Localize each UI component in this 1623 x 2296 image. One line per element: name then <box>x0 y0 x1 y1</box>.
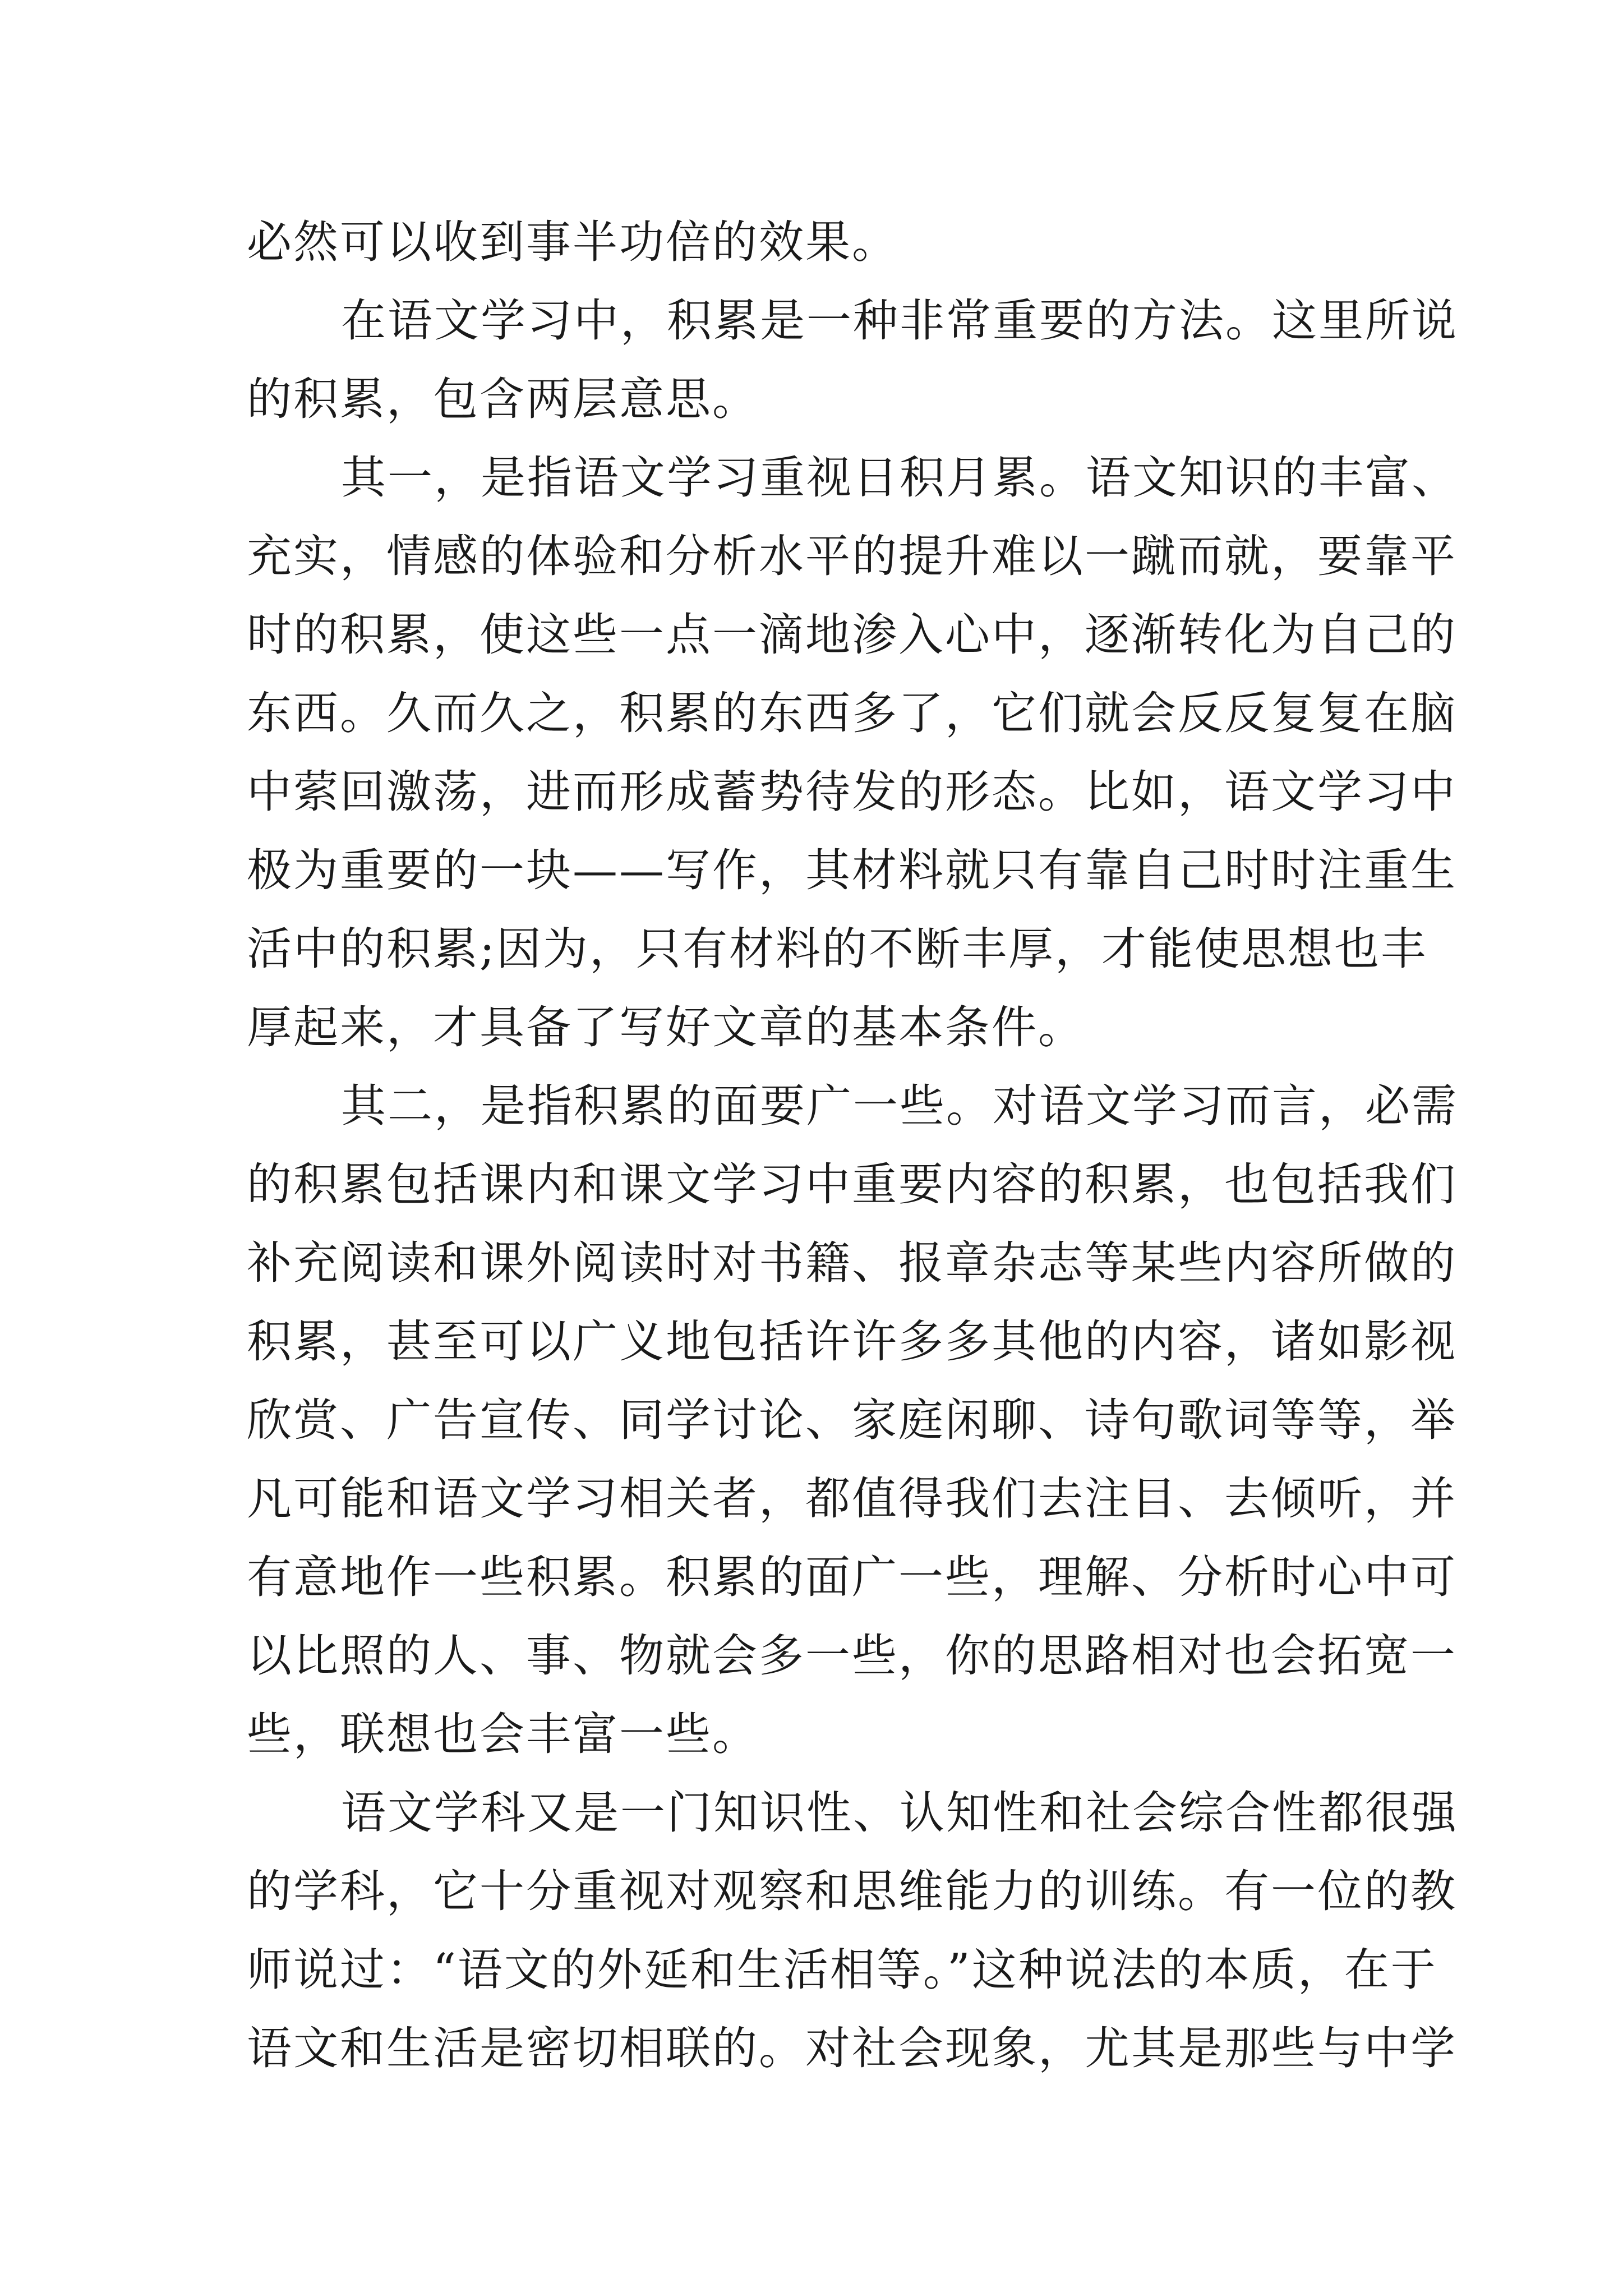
text-line: 中萦回激荡，进而形成蓄势待发的形态。比如，语文学习中 <box>247 766 1457 818</box>
text-line: 补充阅读和课外阅读时对书籍、报章杂志等某些内容所做的 <box>247 1237 1457 1289</box>
text-line: 的学科，它十分重视对观察和思维能力的训练。有一位的教 <box>247 1865 1457 1917</box>
text-line: 有意地作一些积累。积累的面广一些，理解、分析时心中可 <box>247 1551 1457 1603</box>
text-line: 其二，是指积累的面要广一些。对语文学习而言，必需 <box>341 1080 1458 1132</box>
text-line: 语文和生活是密切相联的。对社会现象，尤其是那些与中学 <box>247 2022 1457 2074</box>
text-line: 积累，甚至可以广义地包括许许多多其他的内容，诸如影视 <box>247 1315 1457 1368</box>
text-line: 的积累，包含两层意思。 <box>247 373 759 425</box>
text-line: 厚起来，才具备了写好文章的基本条件。 <box>247 1001 1085 1053</box>
text-line: 时的积累，使这些一点一滴地渗入心中，逐渐转化为自己的 <box>247 609 1457 661</box>
text-line: 东西。久而久之，积累的东西多了，它们就会反反复复在脑 <box>247 687 1457 739</box>
text-line: 极为重要的一块——写作，其材料就只有靠自己时时注重生 <box>247 844 1457 896</box>
text-line: 语文学科又是一门知识性、认知性和社会综合性都很强 <box>341 1787 1458 1839</box>
text-line: 活中的积累;因为，只有材料的不断丰厚，才能使思想也丰 <box>247 923 1427 975</box>
text-line: 欣赏、广告宣传、同学讨论、家庭闲聊、诗句歌词等等，举 <box>247 1394 1457 1446</box>
text-line: 其一，是指语文学习重视日积月累。语文知识的丰富、 <box>341 452 1458 504</box>
text-line: 师说过：“语文的外延和生活相等。”这种说法的本质，在于 <box>247 1944 1437 1996</box>
body-text <box>247 203 1458 2088</box>
text-line: 凡可能和语文学习相关者，都值得我们去注目、去倾听，并 <box>247 1473 1457 1525</box>
text-line: 的积累包括课内和课文学习中重要内容的积累，也包括我们 <box>247 1158 1457 1211</box>
text-line: 些，联想也会丰富一些。 <box>247 1708 759 1760</box>
text-line: 必然可以收到事半功倍的效果。 <box>247 216 898 268</box>
text-line: 以比照的人、事、物就会多一些，你的思路相对也会拓宽一 <box>247 1630 1457 1682</box>
text-line: 在语文学习中，积累是一种非常重要的方法。这里所说 <box>341 295 1458 347</box>
text-line: 充实，情感的体验和分析水平的提升难以一蹴而就，要靠平 <box>247 530 1457 582</box>
